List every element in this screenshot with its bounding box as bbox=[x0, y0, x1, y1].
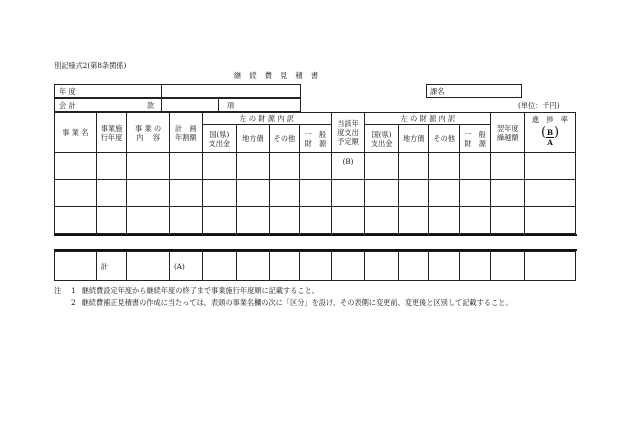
progress-fraction: $\frac{B}{A}$ bbox=[546, 127, 554, 147]
total-table bbox=[54, 251, 576, 281]
item-label: 項 bbox=[227, 101, 235, 110]
col-general-fund-1: 一 般 財 源 bbox=[300, 125, 332, 153]
accounting-label: 会 計 bbox=[59, 101, 76, 110]
col-plan-allotment: 計 画 年割額 bbox=[169, 113, 202, 153]
col-next-year: 翌年度 繰越額 bbox=[491, 113, 525, 153]
total-label: 計 bbox=[96, 252, 127, 281]
col-left-breakdown-1: 左 の 財 源 内 訳 bbox=[202, 113, 331, 125]
a-marker: (A) bbox=[169, 252, 202, 281]
col-left-breakdown-2: 左 の 財 源 内 訳 bbox=[365, 113, 491, 125]
page-title: 継 続 費 見 積 書 bbox=[234, 71, 319, 80]
col-local-bond-1: 地方債 bbox=[237, 125, 270, 153]
section-value[interactable] bbox=[161, 98, 219, 112]
item-box bbox=[218, 98, 301, 112]
col-project-year: 事業施 行年度 bbox=[96, 113, 127, 153]
col-current-year: 当該年 度支出 予定額 bbox=[331, 113, 365, 153]
form-label: 別記様式2(第8条関係) bbox=[54, 61, 127, 70]
col-project-content: 事 業 の 内 容 bbox=[127, 113, 170, 153]
col-general-fund-2: 一 般 財 源 bbox=[459, 125, 491, 153]
b-marker: (B) bbox=[342, 157, 354, 166]
estimate-table bbox=[54, 112, 576, 234]
col-other-2: その他 bbox=[429, 125, 460, 153]
col-progress-rate: 進 捗 率 ( $\frac{B}{A}$ ) bbox=[525, 113, 576, 153]
col-state-subsidy-1: 国(県) 支出金 bbox=[202, 125, 237, 153]
note-2: 2 継続費補正見積書の作成に当たっては、表頭の事業名欄の次に「区分」を設け、その表側に変更前、変更後と区別して記載すること。 bbox=[71, 298, 513, 307]
table-row[interactable] bbox=[55, 207, 576, 234]
department-box[interactable] bbox=[426, 84, 522, 98]
table-row[interactable] bbox=[55, 180, 576, 207]
department-label: 課名 bbox=[430, 87, 445, 96]
col-local-bond-2: 地方債 bbox=[398, 125, 429, 153]
fiscal-year-label: 年 度 bbox=[59, 87, 76, 96]
section-label: 款 bbox=[147, 101, 155, 110]
col-state-subsidy-2: 国(県) 支出金 bbox=[365, 125, 399, 153]
col-project-name: 事 業 名 bbox=[55, 113, 97, 153]
fiscal-year-box bbox=[54, 84, 162, 98]
fiscal-year-value[interactable] bbox=[161, 84, 301, 98]
table-row[interactable] bbox=[55, 153, 576, 180]
note-1: 注 1 継続費設定年度から継続年度の終了まで事業施行年度順に記載すること。 bbox=[54, 286, 319, 295]
total-row[interactable] bbox=[55, 252, 576, 281]
col-other-1: その他 bbox=[269, 125, 300, 153]
separator-line-top bbox=[54, 234, 577, 236]
accounting-box bbox=[54, 98, 162, 112]
unit-label: (単位：千円) bbox=[518, 101, 560, 110]
